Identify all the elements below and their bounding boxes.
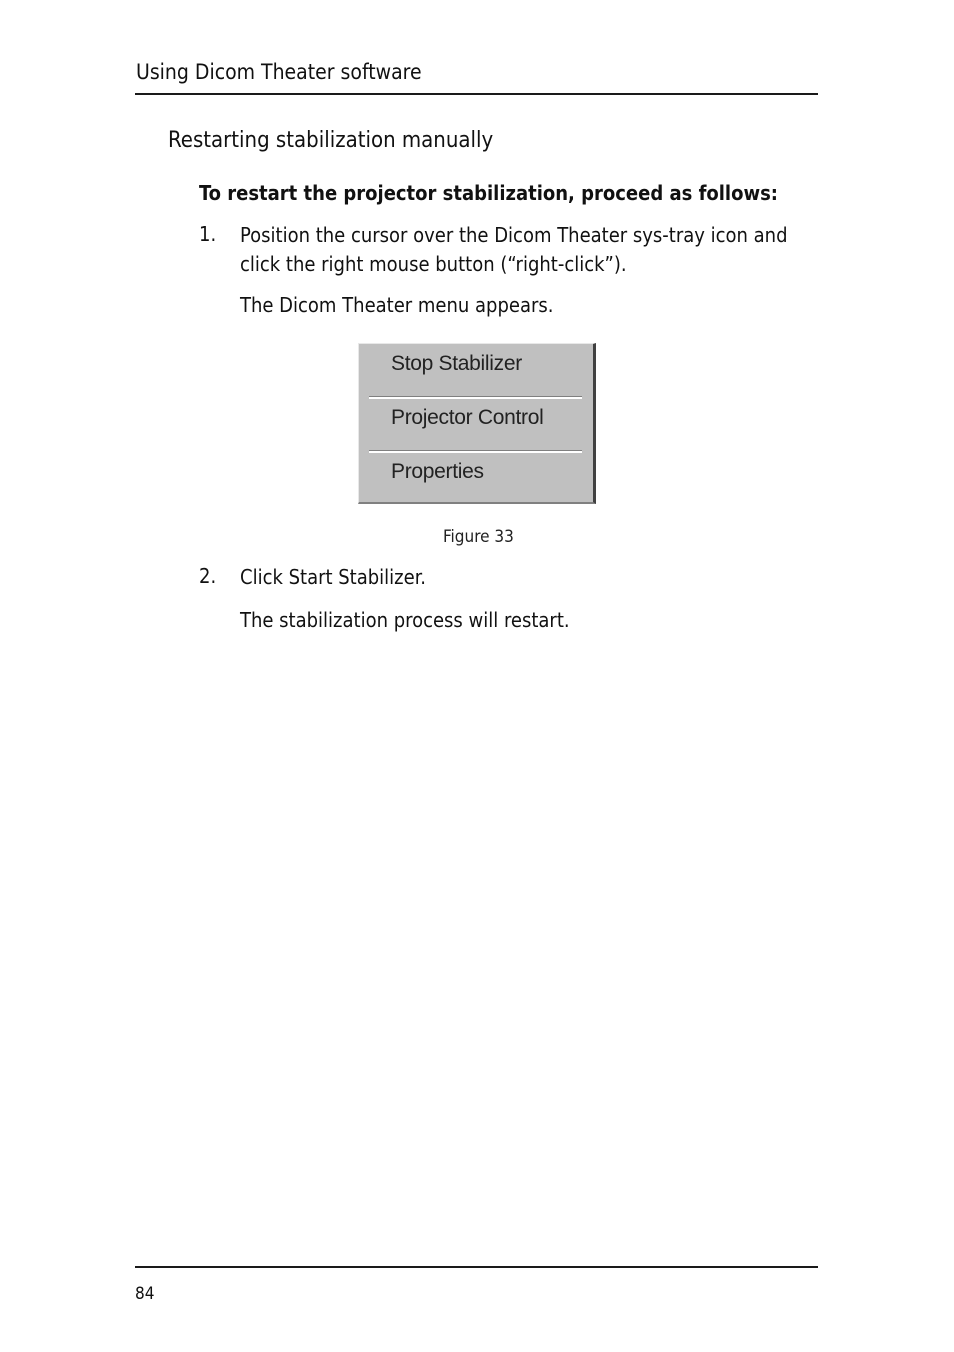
step-1-number: 1.: [199, 222, 217, 246]
step-2-result: The stabilization process will restart.: [240, 608, 570, 632]
procedure-intro: To restart the projector stabilization, proceed as follows:: [199, 181, 778, 205]
menu-separator: [369, 396, 582, 399]
step-2-number: 2.: [199, 564, 217, 588]
menu-item-properties[interactable]: Properties: [391, 460, 484, 483]
header-rule: [135, 93, 818, 95]
dicom-theater-context-menu: [358, 343, 596, 504]
page-number: 84: [135, 1284, 155, 1304]
step-1-result: The Dicom Theater menu appears.: [240, 293, 554, 317]
footer-rule: [135, 1266, 818, 1268]
step-2-text: Click Start Stabilizer.: [240, 565, 426, 589]
menu-separator: [369, 450, 582, 453]
menu-item-projector-control[interactable]: Projector Control: [391, 406, 544, 429]
figure-caption: Figure 33: [443, 527, 514, 547]
step-1-text: [240, 221, 788, 279]
step-1-line-1: Position the cursor over the Dicom Theater sys-tray icon and: [240, 223, 788, 247]
section-title: Restarting stabilization manually: [168, 128, 494, 153]
step-1-line-2: click the right mouse button (“right-click”).: [240, 252, 627, 276]
running-header: Using Dicom Theater software: [136, 60, 422, 84]
menu-item-stop-stabilizer[interactable]: Stop Stabilizer: [391, 352, 522, 375]
